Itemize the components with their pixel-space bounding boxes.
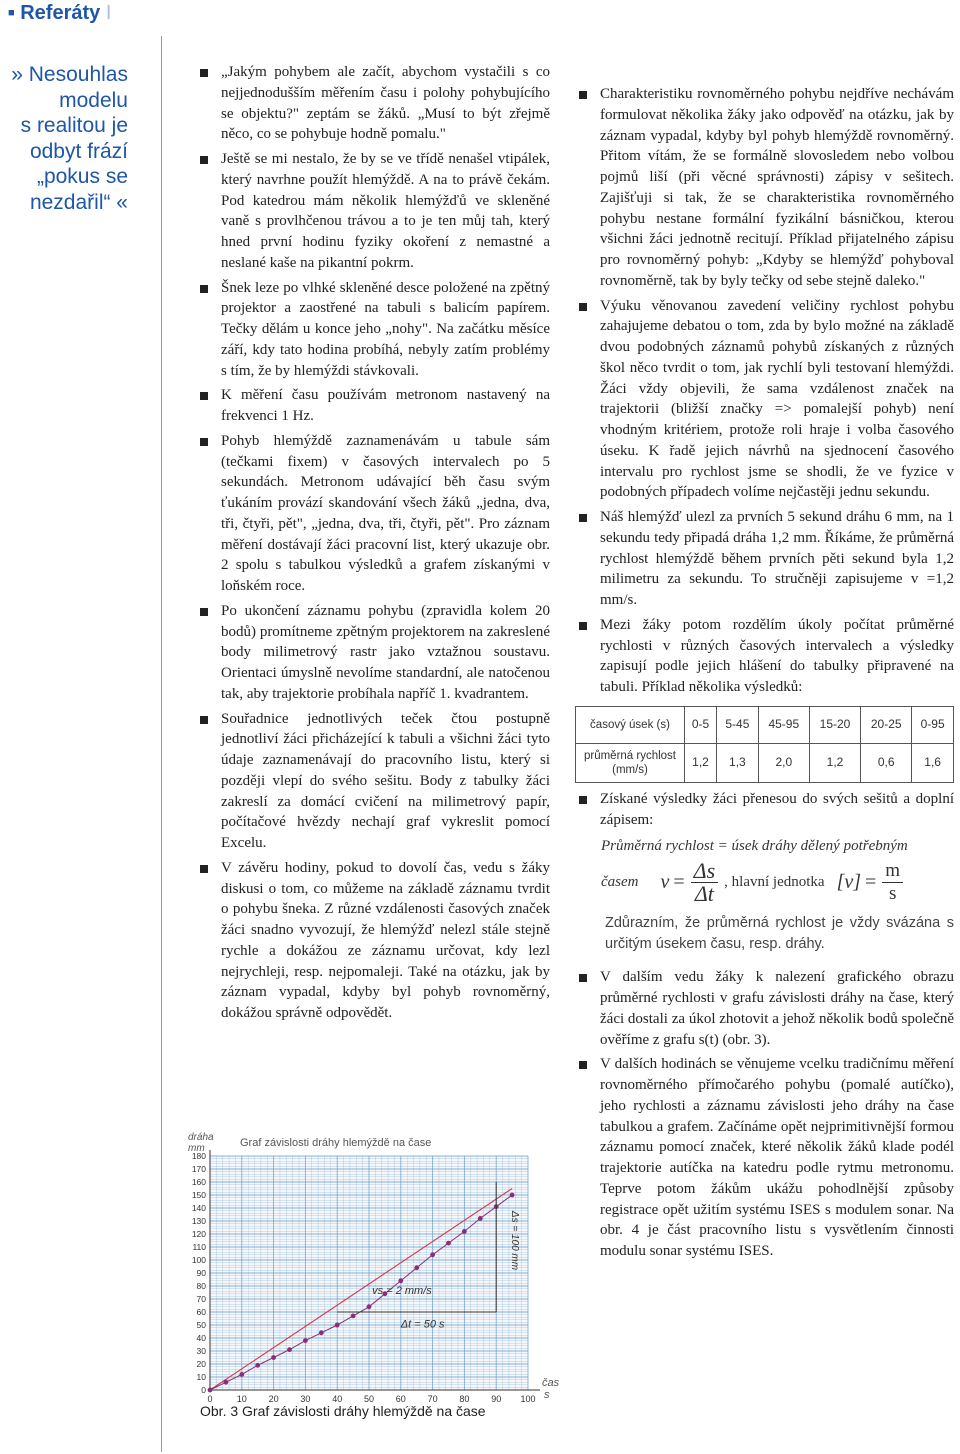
figure-caption: Obr. 3 Graf závislosti dráhy hlemýždě na čase [200,1403,486,1419]
x-tick-label: 90 [491,1394,502,1404]
x-tick-label: 30 [300,1394,311,1404]
formula-unit-den: s [888,883,897,905]
paragraph: Ještě se mi nestalo, že by se ve třídě nenašel vtipálek, který navrhne použít hlemýždě. A na to právě čekám. Pod katedrou mám několik hlemýžďů ve skleněné vaně s provlhčenou trávou a to je ten můj tah, který hned první hodinu fyziky okoření z nemastné a neslané kaše na pikantní pokrm. [198,149,550,274]
y-tick-label: 10 [196,1372,206,1382]
y-tick-label: 60 [196,1307,206,1317]
y-tick-label: 0 [201,1385,206,1395]
data-point [287,1347,292,1352]
paragraph: V dalších hodinách se věnujeme vcelku tradičnímu měření rovnoměrného přímočarého pohybu (pomalé autíčko), jeho rychlosti a záznamu závislosti jeho dráhy na čase tabulkou a grafem. Začínáme opět nejprimitivnější formou záznamu pomocí značek, které několik žáků klade podél trajektorie autíčka na katedru podle rytmu metronomu. Teprve potom žákům ukážu pohodlnější způsoby registrace opět užitím systému ISES s modulem sonar. Na obr. 4 je část pracovního listu s vysvětlením činnosti modulu sonar systému ISES. [577,1054,954,1262]
formula-den: Δt [694,881,714,907]
paragraph: Mezi žáky potom rozdělím úkoly počítat průměrné rychlosti v různých časových intervalech a výsledky zapisují podle jejich hlášení do tabulky připravené na tabuli. Příklad několika výsledků: [577,615,954,698]
data-point [510,1193,515,1198]
sidebar-pullquote [0,62,128,215]
data-point [224,1380,229,1385]
formula-fraction [691,860,718,905]
formula-eq: = [673,871,685,894]
pullquote-line: „pokus se [36,165,128,188]
table-cell: 45-95 [758,706,809,743]
header-title: Referáty [20,2,101,24]
table-row [576,706,954,743]
data-point [446,1241,451,1246]
table-cell: 0-5 [685,706,717,743]
data-point [367,1304,372,1309]
table-cell: 0,6 [861,743,912,782]
table-header-label: časový úsek (s) [576,706,685,743]
paragraph: Souřadnice jednotlivých teček čtou postupně jednotliví žáci přicházející k tabuli a všichni žáci tyto údaje zaznamenávají do pracovního listu, který si později vlepí do svého sešitu. Body z tabulky žáci zakreslí za domácí cvičení na milimetrový papír, počítačové hvězdy nechají graf vykreslit pomocí Excelu. [198,709,550,854]
x-tick-label: 20 [268,1394,279,1404]
data-point [239,1372,244,1377]
table-cell: 1,2 [809,743,860,782]
pullquote-line: » Nesouhlas [11,63,128,86]
paragraph: Charakteristiku rovnoměrného pohybu nejdříve nechávám formulovat několika žáky jako odpověď na otázku, jak by záznam vypadal, kdyby byl pohyb hlemýždě rovnoměrný. Přitom vítám, že se formálně slovosledem nebo volbou pojmů liší (při věcné správnosti) zápisy v sešitech. Zajišťuji si tak, že se charakteristika rovnoměrného pohybu nestane formální fyzikální básničkou, kterou všichni žáci jednotně recitují. Příklad přijatelného zápisu pro rovnoměrný pohyb: „Kdyby se hlemýžď pohyboval rovnoměrně, tak by byly tečky od sebe stejně daleko." [577,84,954,292]
data-point [208,1388,213,1393]
velocity-annotation: vs = 2 mm/s [372,1284,432,1297]
data-point [430,1252,435,1257]
y-tick-label: 70 [196,1294,206,1304]
paragraph: Po ukončení záznamu pohybu (zpravidla kolem 20 bodů) promítneme zpětným projektorem na zakreslené body milimetrový rastr jako vztažnou soustavu. Orientaci úmyslně nevolíme standardní, ale natočenou tak, aby trajektorie probíhala napříč 1. kvadrantem. [198,601,550,705]
distance-time-chart [186,1128,564,1410]
x-tick-label: 0 [207,1394,213,1404]
formula-unit-fraction [882,860,903,905]
y-tick-label: 120 [191,1229,206,1239]
y-tick-label: 40 [196,1333,206,1343]
data-point [414,1265,419,1270]
paragraph: V závěru hodiny, pokud to dovolí čas, vedu s žáky diskusi o tom, co můžeme na základě záznamu tvrdit o pohybu šneka. Z různé vzdálenosti časových značek žáci snadno vyvozují, že hlemýžď nelezl stále stejně rychle a dokážou ze záznamu určovat, kdy lezl nejrychleji, resp. nejpomaleji. Také na otázku, jak by záznam vypadal, kdyby byl pohyb rovnoměrný, dokážou správně odpovědět. [198,858,550,1024]
header-bar: I [105,2,112,24]
y-tick-label: 80 [196,1281,206,1291]
y-tick-label: 110 [192,1242,206,1252]
table-cell: 1,2 [685,743,717,782]
chart-title: Graf závislosti dráhy hlemýždě na čase [240,1137,432,1149]
formula-unit-v: [v] [836,871,862,894]
table-cell: 5-45 [717,706,759,743]
x-axis-label: čas [542,1377,560,1389]
x-tick-label: 100 [520,1394,536,1404]
formula-mid: , hlavní jednotka [724,874,825,891]
paragraph: „Jakým pohybem ale začít, abychom vystačili s co nejjednodušším měřením času i polohy pohybujícího se objektu?" zeptám se žáků. „Musí to být zřejmě něco, co se pohybuje hodně pomalu." [198,62,550,145]
section-header [8,2,111,25]
data-point [271,1355,276,1360]
y-tick-label: 130 [191,1216,206,1226]
delta-t-annotation: Δt = 50 s [400,1318,445,1331]
delta-s-annotation: Δs = 100 mm [509,1210,521,1271]
data-point [335,1323,340,1328]
table-cell: 1,3 [717,743,759,782]
y-tick-label: 160 [191,1177,206,1187]
x-tick-label: 40 [332,1394,343,1404]
pullquote-line: odbyt frází [29,139,128,163]
paragraph: Šnek leze po vlhké skleněné desce položené na zpětný projektor a zaostřené na tabuli s balicím papírem. Tečky dělám u konce jeho „nohy". Na začátku měsíce září, kdy tato hodina probíhá, nebyly zatím problémy s tím, že by hlemýždi stávkovali. [198,278,550,382]
y-tick-label: 30 [196,1346,206,1356]
results-table [575,706,954,783]
formula-text: Průměrná rychlost = úsek dráhy dělený potřebným [601,838,908,855]
data-point [398,1278,403,1283]
x-tick-label: 50 [363,1394,375,1404]
paragraph: Výuku věnovanou zavedení veličiny rychlost pohybu zahajujeme debatou o tom, zda by bylo možné na základě dvou podobných záznamů pohybů získaných z různých škol něco tvrdit o tom, jak rychlí byli testovaní hlemýždi. Žáci vždy objevili, že sama vzdálenost značek na trajektorii (bližší značky => pomalejší pohyb) není vhodným kritériem, protože roli hraje i volba časového úseku. K řadě jejich návrhů na sjednocení časového intervalu pro rychlost jsme se shodli, že ve fyzice v podobných případech volíme nejčastěji jednu sekundu. [577,296,954,504]
text-column-right [577,84,954,1266]
paragraph: Náš hlemýžď ulezl za prvních 5 sekund dráhu 6 mm, na 1 sekundu tedy připadá dráha 1,2 mm. Říkáme, že průměrná rychlost hlemýždě během prvních pěti sekund byla 1,2 milimetru za sekundu. To stručněji zapisujeme v =1,2 mm/s. [577,507,954,611]
data-point [303,1338,308,1343]
x-tick-label: 80 [459,1394,470,1404]
x-tick-label: 70 [427,1394,438,1404]
pullquote-line: modelu [59,88,128,112]
y-tick-label: 20 [196,1359,206,1369]
y-tick-label: 100 [191,1255,206,1265]
header-square-icon: ■ [8,7,15,19]
data-point [478,1216,483,1221]
formula-num: Δs [691,860,718,883]
paragraph: K měření času používám metronom nastavený na frekvenci 1 Hz. [198,385,550,427]
y-axis-label: dráha [188,1132,214,1143]
y-tick-label: 140 [191,1203,206,1213]
x-tick-label: 10 [236,1394,247,1404]
table-cell: 20-25 [861,706,912,743]
y-tick-label: 150 [191,1190,206,1200]
y-tick-label: 90 [196,1268,206,1278]
data-point [351,1314,356,1319]
table-cell: 2,0 [758,743,809,782]
column-divider [161,36,162,1452]
y-tick-label: 50 [196,1320,206,1330]
formula-eq2: = [865,871,877,894]
table-cell: 1,6 [912,743,954,782]
data-point [462,1229,467,1234]
y-tick-label: 170 [191,1164,206,1174]
formula [601,860,954,905]
y-axis-label-unit: mm [188,1143,205,1154]
paragraph: Pohyb hlemýždě zaznamenávám u tabule sám (tečkami fixem) v časových intervalech po 5 sekundách. Metronom udávající běh času svým ťukáním provází skandování všech žáků „jedna, dva, tři, čtyři, pět", „jedna, dva, tři, čtyři, pět". Pro záznam měření dostávají žáci pracovní list, který ukazuje obr. 2 spolu s tabulkou výsledků a grafem získanými v loňském roce. [198,431,550,597]
text-column-left [198,62,550,1028]
paragraph: Získané výsledky žáci přenesou do svých sešitů a doplní zápisem: [577,789,954,831]
data-point [319,1330,324,1335]
pullquote-line: nezdařil“ « [29,190,128,214]
pullquote-line: s realitou je [20,114,128,137]
y-tick-label: 180 [191,1151,206,1161]
table-cell: 15-20 [809,706,860,743]
formula-casem: časem [601,874,639,891]
x-axis-label-unit: s [544,1389,550,1401]
table-row [576,743,954,782]
note-text: Zdůrazním, že průměrná rychlost je vždy svázána s určitým úsekem času, resp. dráhy. [605,915,954,953]
data-point [255,1363,260,1368]
formula-unit-num: m [882,860,903,883]
x-tick-label: 60 [395,1394,406,1404]
table-cell: 0-95 [912,706,954,743]
paragraph: V dalším vedu žáky k nalezení grafického obrazu průměrné rychlosti v grafu závislosti dráhy na čase, který žáci dostali za úkol zhotovit a jehož několik bodů společně ověříme z grafu s(t) (obr. 3). [577,967,954,1050]
formula-v: v [660,871,670,894]
table-row-label: průměrná rychlost (mm/s) [576,743,685,782]
